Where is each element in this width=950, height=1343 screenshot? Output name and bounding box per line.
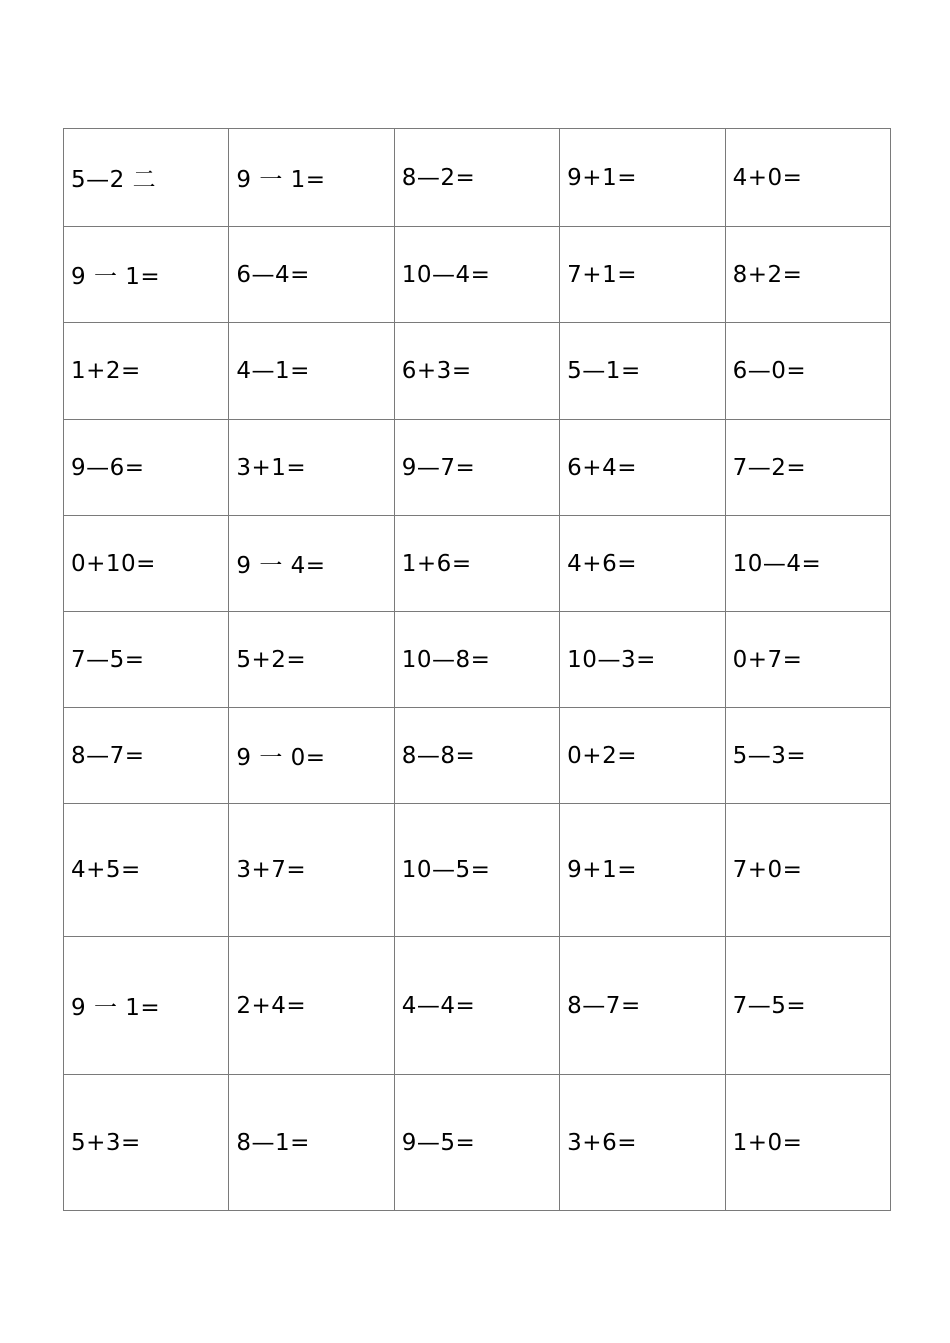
math-problem-cell: 10—4=	[394, 227, 559, 323]
math-problem-cell: 10—8=	[394, 612, 559, 708]
math-worksheet-table	[63, 128, 891, 1211]
math-problem-cell: 4—4=	[394, 937, 559, 1075]
math-problem-cell: 6+4=	[560, 420, 725, 516]
math-problem-cell: 9+1=	[560, 804, 725, 937]
worksheet-row	[64, 804, 891, 937]
math-problem-cell: 8—7=	[560, 937, 725, 1075]
math-problem-cell: 5—1=	[560, 323, 725, 420]
worksheet-row	[64, 516, 891, 612]
math-problem-cell: 7+1=	[560, 227, 725, 323]
math-problem-cell: 9 一 4=	[229, 516, 394, 612]
worksheet-row	[64, 129, 891, 227]
math-problem-cell: 10—4=	[725, 516, 890, 612]
math-problem-cell: 4+5=	[64, 804, 229, 937]
math-problem-cell: 9 一 1=	[64, 227, 229, 323]
math-problem-cell: 9 一 1=	[64, 937, 229, 1075]
math-problem-cell: 6+3=	[394, 323, 559, 420]
worksheet-row	[64, 420, 891, 516]
math-problem-cell: 6—4=	[229, 227, 394, 323]
math-problem-cell: 9 一 0=	[229, 708, 394, 804]
math-problem-cell: 8—2=	[394, 129, 559, 227]
math-problem-cell: 4+0=	[725, 129, 890, 227]
math-problem-cell: 9 一 1=	[229, 129, 394, 227]
math-problem-cell: 0+10=	[64, 516, 229, 612]
math-problem-cell: 7+0=	[725, 804, 890, 937]
math-problem-cell: 1+6=	[394, 516, 559, 612]
math-problem-cell: 5—2 二	[64, 129, 229, 227]
worksheet-row	[64, 937, 891, 1075]
worksheet-row	[64, 1075, 891, 1211]
worksheet-row	[64, 708, 891, 804]
math-problem-cell: 7—2=	[725, 420, 890, 516]
worksheet-row	[64, 612, 891, 708]
math-problem-cell: 10—3=	[560, 612, 725, 708]
math-problem-cell: 9—7=	[394, 420, 559, 516]
math-problem-cell: 5+2=	[229, 612, 394, 708]
math-problem-cell: 7—5=	[64, 612, 229, 708]
math-problem-cell: 1+2=	[64, 323, 229, 420]
math-problem-cell: 9—6=	[64, 420, 229, 516]
math-problem-cell: 5+3=	[64, 1075, 229, 1211]
math-problem-cell: 8—1=	[229, 1075, 394, 1211]
math-problem-cell: 4+6=	[560, 516, 725, 612]
math-problem-cell: 10—5=	[394, 804, 559, 937]
math-problem-cell: 0+7=	[725, 612, 890, 708]
math-problem-cell: 5—3=	[725, 708, 890, 804]
worksheet-row	[64, 227, 891, 323]
math-problem-cell: 3+7=	[229, 804, 394, 937]
math-problem-cell: 7—5=	[725, 937, 890, 1075]
math-problem-cell: 4—1=	[229, 323, 394, 420]
math-problem-cell: 8+2=	[725, 227, 890, 323]
math-problem-cell: 3+6=	[560, 1075, 725, 1211]
worksheet-body	[64, 129, 891, 1211]
math-problem-cell: 1+0=	[725, 1075, 890, 1211]
math-problem-cell: 9+1=	[560, 129, 725, 227]
math-problem-cell: 3+1=	[229, 420, 394, 516]
math-problem-cell: 8—8=	[394, 708, 559, 804]
math-problem-cell: 8—7=	[64, 708, 229, 804]
math-problem-cell: 6—0=	[725, 323, 890, 420]
worksheet-row	[64, 323, 891, 420]
math-problem-cell: 2+4=	[229, 937, 394, 1075]
math-problem-cell: 0+2=	[560, 708, 725, 804]
math-problem-cell: 9—5=	[394, 1075, 559, 1211]
